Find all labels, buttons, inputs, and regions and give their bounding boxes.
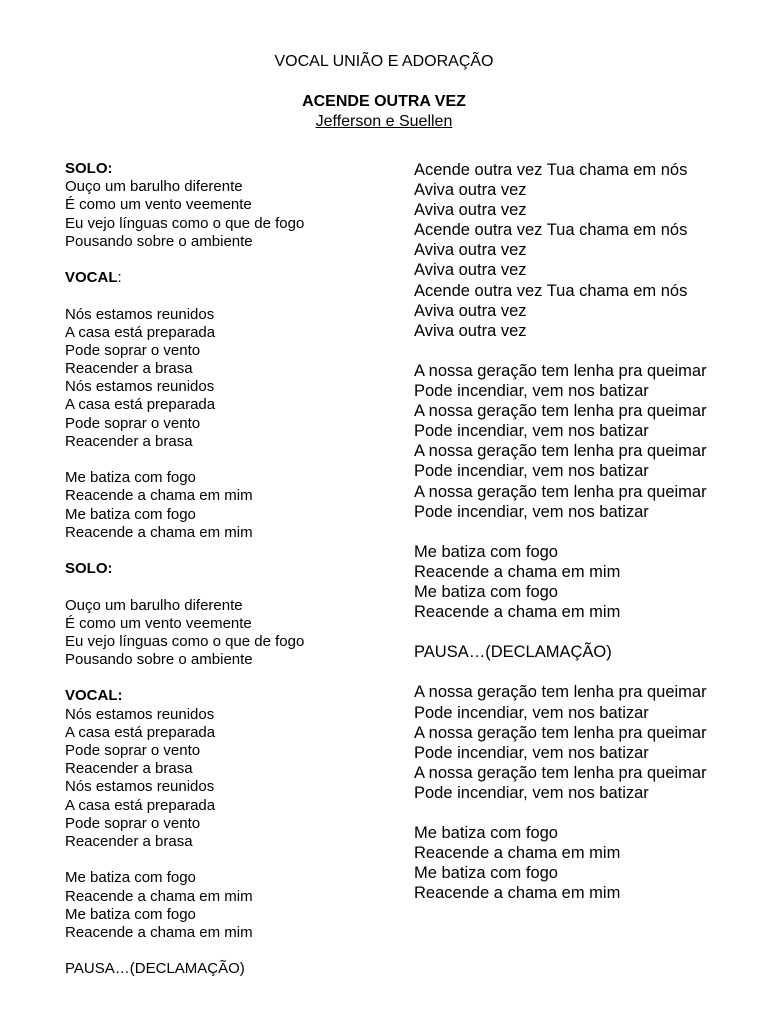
lyric-line: Aviva outra vez xyxy=(414,201,527,220)
lyric-line: Me batiza com fogo xyxy=(414,542,558,561)
lyrics-left-column xyxy=(65,160,385,978)
lyric-line: A nossa geração tem lenha pra queimar xyxy=(414,361,707,380)
song-authors: Jefferson e Suellen xyxy=(315,113,453,130)
stanza-gap xyxy=(65,251,385,269)
stanza-gap xyxy=(65,451,385,469)
lyric-line: Pode incendiar, vem nos batizar xyxy=(414,422,649,441)
lyric-line: Acende outra vez Tua chama em nós xyxy=(414,221,688,240)
stanza-gap xyxy=(65,542,385,560)
lyric-line: A nossa geração tem lenha pra queimar xyxy=(414,763,707,782)
section-label: SOLO: xyxy=(65,160,113,177)
lyric-line: Pode soprar o vento xyxy=(65,742,201,759)
section-label: SOLO: xyxy=(65,560,113,578)
lyrics-right-column xyxy=(414,160,754,903)
lyric-line: É como um vento veemente xyxy=(65,614,252,632)
stanza-gap xyxy=(414,662,754,682)
lyric-line: Eu vejo línguas como o que de fogo xyxy=(65,632,305,650)
group-name: VOCAL UNIÃO E ADORAÇÃO xyxy=(274,53,494,70)
lyric-line: Ouço um barulho diferente xyxy=(65,178,243,196)
lyric-line: A casa está preparada xyxy=(65,323,216,341)
lyric-line: A nossa geração tem lenha pra queimar xyxy=(414,442,707,461)
lyric-line: Aviva outra vez xyxy=(414,181,527,200)
stanza-gap xyxy=(65,942,385,960)
lyric-line: PAUSA…(DECLAMAÇÃO) xyxy=(414,643,612,662)
lyric-line: Reacende a chama em mim xyxy=(414,884,621,903)
lyric-line: Pode incendiar, vem nos batizar xyxy=(414,703,649,722)
lyric-line: Reacender a brasa xyxy=(65,832,193,850)
stanza-gap xyxy=(65,669,385,687)
lyric-line: Aviva outra vez xyxy=(414,301,527,320)
lyric-line: Pode incendiar, vem nos batizar xyxy=(414,502,649,521)
lyric-line: Aviva outra vez xyxy=(414,241,527,260)
lyric-line: Ouço um barulho diferente xyxy=(65,596,243,614)
lyric-line: Nós estamos reunidos xyxy=(65,378,215,396)
lyric-line: Acende outra vez Tua chama em nós xyxy=(414,281,688,300)
stanza-gap xyxy=(414,803,754,823)
lyric-line: Pode soprar o vento xyxy=(65,341,201,359)
lyric-line: Nós estamos reunidos xyxy=(65,778,215,796)
lyric-line: Reacende a chama em mim xyxy=(414,844,621,863)
lyric-line: Reacender a brasa xyxy=(65,360,193,378)
lyric-line: É como um vento veemente xyxy=(65,196,252,214)
lyric-line: Me batiza com fogo xyxy=(65,869,196,887)
lyric-line: Pode incendiar, vem nos batizar xyxy=(414,743,649,762)
lyric-line: Nós estamos reunidos xyxy=(65,305,215,323)
lyric-line: Nós estamos reunidos xyxy=(65,705,215,723)
stanza-gap xyxy=(414,522,754,542)
lyric-line: Me batiza com fogo xyxy=(414,582,558,601)
lyric-line: Pode soprar o vento xyxy=(65,414,201,432)
lyric-line: Pode incendiar, vem nos batizar xyxy=(414,783,649,802)
lyric-line: A casa está preparada xyxy=(65,723,216,741)
lyric-line: Aviva outra vez xyxy=(414,261,527,280)
lyric-line: A nossa geração tem lenha pra queimar xyxy=(414,723,707,742)
lyric-line: Me batiza com fogo xyxy=(414,824,558,843)
lyric-line: Reacende a chama em mim xyxy=(65,923,253,941)
stanza-gap xyxy=(65,851,385,869)
stanza-gap xyxy=(65,287,385,305)
stanza-gap xyxy=(414,341,754,361)
lyric-line: A nossa geração tem lenha pra queimar xyxy=(414,482,707,501)
lyric-line: Pousando sobre o ambiente xyxy=(65,651,253,669)
song-title: ACENDE OUTRA VEZ xyxy=(302,93,466,110)
stanza-gap xyxy=(65,578,385,596)
lyric-line: Aviva outra vez xyxy=(414,321,527,340)
lyric-line: Pode soprar o vento xyxy=(65,814,201,832)
lyric-line: Reacende a chama em mim xyxy=(65,523,253,541)
lyric-line: Reacende a chama em mim xyxy=(414,603,621,622)
lyric-line: A casa está preparada xyxy=(65,396,216,414)
lyric-line: Me batiza com fogo xyxy=(414,864,558,883)
lyric-line: A nossa geração tem lenha pra queimar xyxy=(414,683,707,702)
lyric-line: Reacender a brasa xyxy=(65,760,193,778)
lyric-line: Acende outra vez Tua chama em nós xyxy=(414,161,688,179)
lyric-line: Me batiza com fogo xyxy=(65,505,196,523)
lyric-line: Reacender a brasa xyxy=(65,432,193,450)
lyric-line: A nossa geração tem lenha pra queimar xyxy=(414,402,707,421)
lyric-line: Me batiza com fogo xyxy=(65,469,196,487)
stanza-gap xyxy=(414,622,754,642)
lyric-line: Pode incendiar, vem nos batizar xyxy=(414,382,649,401)
lyric-line: Reacende a chama em mim xyxy=(414,562,621,581)
section-label: VOCAL: xyxy=(65,687,123,705)
lyric-line: Pousando sobre o ambiente xyxy=(65,232,253,250)
lyric-line: Reacende a chama em mim xyxy=(65,487,253,505)
lyric-line: A casa está preparada xyxy=(65,796,216,814)
section-label: VOCAL: xyxy=(65,269,122,287)
lyric-line: Eu vejo línguas como o que de fogo xyxy=(65,214,305,232)
lyric-line: Me batiza com fogo xyxy=(65,905,196,923)
lyric-line: Reacende a chama em mim xyxy=(65,887,253,905)
lyric-line: Pode incendiar, vem nos batizar xyxy=(414,462,649,481)
lyric-line: PAUSA…(DECLAMAÇÃO) xyxy=(65,960,245,978)
